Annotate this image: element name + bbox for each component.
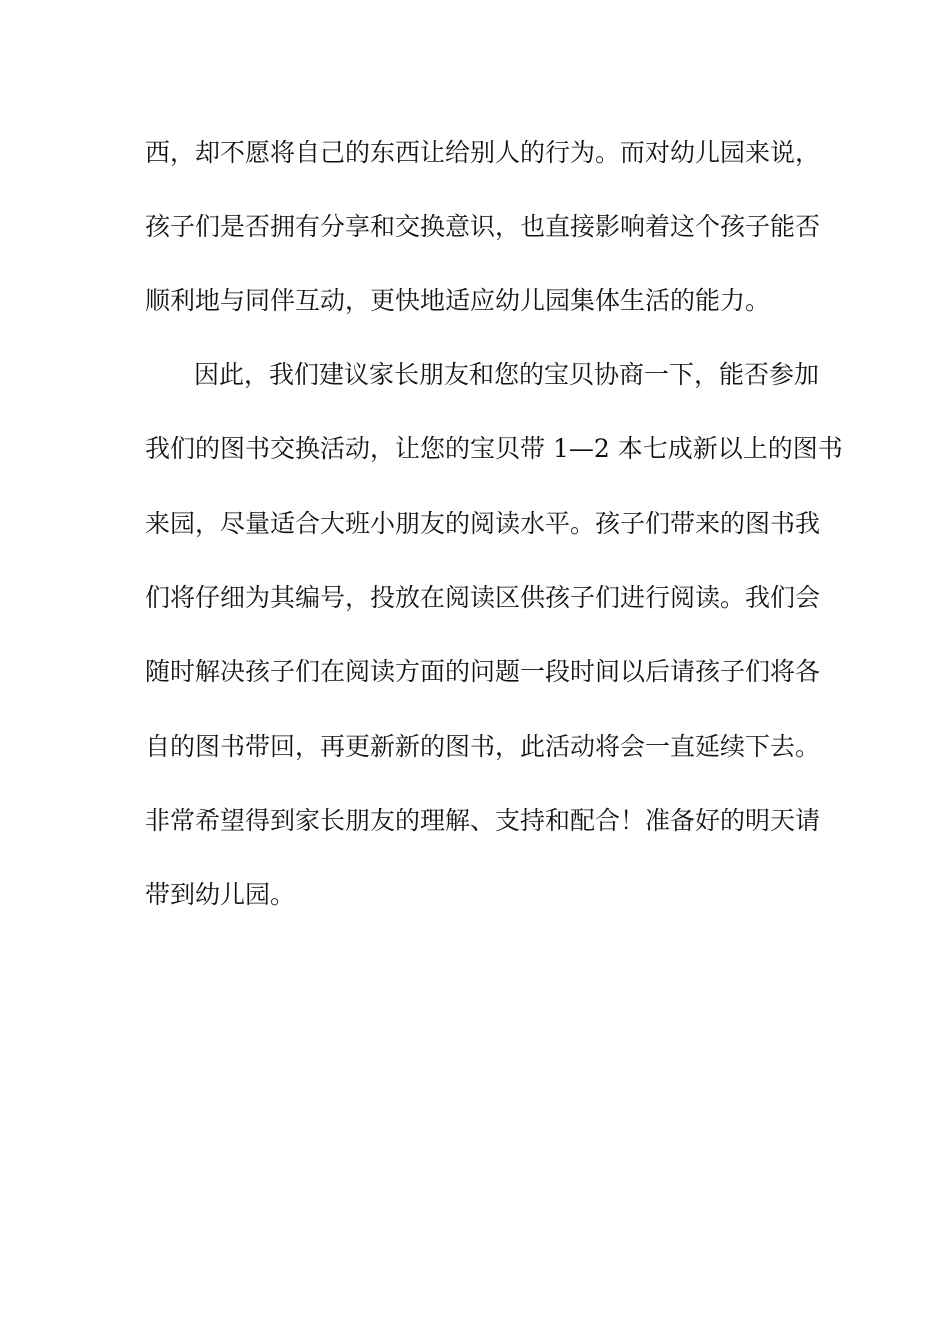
text-line-5: 我们的图书交换活动，让您的宝贝带 1—2 本七成新以上的图书 [145, 434, 843, 463]
text-line-2: 孩子们是否拥有分享和交换意识，也直接影响着这个孩子能否 [145, 212, 821, 241]
text-line-8: 随时解决孩子们在阅读方面的问题一段时间以后请孩子们将各 [145, 657, 821, 686]
text-line-11: 带到幼儿园。 [145, 880, 296, 909]
text-line-1: 西，却不愿将自己的东西让给别人的行为。而对幼儿园来说， [145, 138, 821, 167]
text-line-3: 顺利地与同伴互动，更快地适应幼儿园集体生活的能力。 [145, 286, 771, 315]
text-line-7: 们将仔细为其编号，投放在阅读区供孩子们进行阅读。我们会 [145, 583, 821, 612]
text-line-4: 因此，我们建议家长朋友和您的宝贝协商一下，能否参加 [194, 360, 820, 389]
text-line-6: 来园，尽量适合大班小朋友的阅读水平。孩子们带来的图书我 [145, 509, 821, 538]
text-line-9: 自的图书带回，再更新新的图书，此活动将会一直延续下去。 [145, 732, 821, 761]
text-line-10: 非常希望得到家长朋友的理解、支持和配合！准备好的明天请 [145, 806, 821, 835]
